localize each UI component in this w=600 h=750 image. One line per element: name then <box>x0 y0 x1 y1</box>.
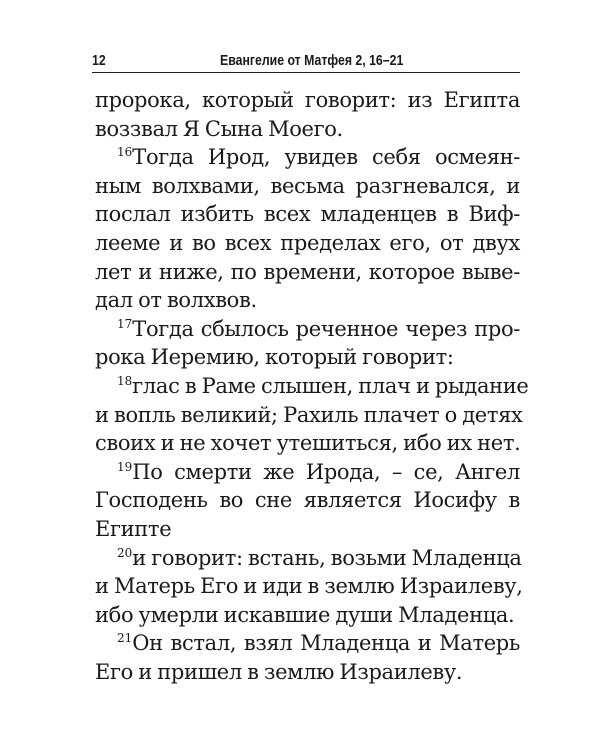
verse-number: 19 <box>117 459 133 474</box>
text-line <box>95 315 520 344</box>
line-text: Он встал, взял Младенца и Матерь <box>132 631 520 656</box>
text-line <box>95 200 520 229</box>
verse-number: 20 <box>117 545 133 560</box>
line-text: Его и пришел в землю Израилеву. <box>95 659 463 684</box>
verse-number: 16 <box>117 145 133 160</box>
text-line <box>95 601 520 630</box>
line-text: Тогда Ирод, увидев себя осмеян- <box>132 145 520 170</box>
text-line <box>95 658 520 687</box>
line-text: рока Иеремию, который говорит: <box>95 345 454 370</box>
line-text: пророка, который говорит: из Египта <box>95 88 520 112</box>
line-text: лееме и во всех пределах его, от двух <box>95 230 520 255</box>
text-line <box>95 515 520 544</box>
line-text: своих и не хочет утешиться, ибо их нет. <box>95 431 521 456</box>
text-line <box>95 229 520 258</box>
line-text: послал избить всех младенцев в Виф- <box>95 202 520 227</box>
text-line <box>95 486 520 515</box>
text-line <box>95 629 520 658</box>
text-line <box>95 258 520 287</box>
line-text: и Матерь Его и иди в землю Израилеву, <box>95 574 523 599</box>
line-text: дал от волхвов. <box>95 288 257 313</box>
text-line <box>95 343 520 372</box>
text-line <box>95 115 520 144</box>
line-text: ибо умерли искавшие души Младенца. <box>95 602 515 627</box>
line-text: По смерти же Ирода, – се, Ангел <box>132 459 520 484</box>
line-text: воззвал Я Сына Моего. <box>95 116 343 141</box>
verse-number: 18 <box>117 373 133 388</box>
line-text: глас в Раме слышен, плач и рыдание <box>132 373 529 398</box>
line-text: и вопль великий; Рахиль плачет о детях <box>95 402 523 427</box>
line-text: Египте <box>95 516 172 541</box>
verse-number: 21 <box>117 631 133 646</box>
text-line <box>95 572 523 601</box>
line-text: и говорит: встань, возьми Младенца <box>132 545 522 570</box>
text-line <box>95 372 529 401</box>
line-text: Тогда сбылось реченное через про- <box>132 316 520 341</box>
scripture-text <box>95 86 529 686</box>
text-line <box>95 143 520 172</box>
text-line <box>95 286 520 315</box>
text-line <box>95 429 520 458</box>
page-number: 12 <box>92 52 106 69</box>
text-line <box>95 86 520 115</box>
text-line <box>95 401 523 430</box>
page-header <box>92 50 520 73</box>
text-line <box>95 544 520 573</box>
text-line <box>95 458 520 487</box>
line-text: Господень во сне является Иосифу в <box>95 488 520 513</box>
verse-number: 17 <box>117 316 133 331</box>
running-title: Евангелие от Матфея 2, 16–21 <box>220 52 404 69</box>
line-text: лет и ниже, по времени, которое выве- <box>95 259 520 284</box>
text-line <box>95 172 520 201</box>
line-text: ным волхвами, весьма разгневался, и <box>95 173 520 198</box>
